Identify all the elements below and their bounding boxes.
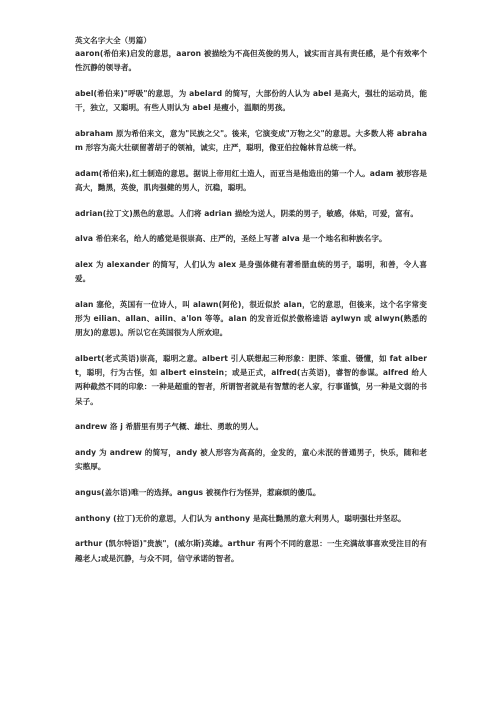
name-entry-adrian: adrian(拉丁文)黑色的意思。人们将 adrian 描绘为送人，阴柔的男子，敏感，体贴，可爱，富有。 <box>75 208 419 218</box>
name-entry-alan: alan 塞伦，英国有一位诗人，叫 alawn(阿伦)，很近似於 alan，它的意思，但後来，这个名字常变形为 eilian、allan、ailin、a'lon 等等。alan 的发音近似於傲格逵语 aylwyn 或 alwyn(熟悉的朋友)的意思)。所以它在英国很为人所欢迎。 <box>75 299 427 338</box>
document-page <box>75 35 427 577</box>
name-entry-abraham: abraham 原为希伯来文，意为"民族之父"。後来，它演变成"万物之父"的意思。大多数人将 abraham 形容为高大壮硕留著胡子的领袖，诚实，庄严，聪明，像亚伯拉翰林肯总统一样。 <box>75 128 427 153</box>
name-entry-adam: adam(希伯来),红土制造的意思。据说上帝用红土造人，而亚当是他造出的第一个人。adam 被形容是高大，黝黑，英俊，肌肉强健的男人，沉稳，聪明。 <box>75 168 427 192</box>
name-entry-anthony: anthony (拉丁)无价的意思，人们认为 anthony 是高壮黝黑的意大利男人，聪明强壮并坚忍。 <box>75 513 406 523</box>
name-entry-albert: albert(老式英语)崇高，聪明之意。albert 引人联想起三种形象：肥胖、笨重、镊懂，如 fat albert，聪明，行为古怪，如 albert einstein；或是正式，alfred(古英语)，睿智的参谋。alfred 给人两种截然不同的印象：一种是超重的智者，所谓智者就是有智慧的老人家，行事谨慎，另一种是文弱的书呆子。 <box>75 354 427 406</box>
name-entry-alva: alva 希伯来名，给人的感觉是很崇高、庄严的，圣经上写著 alva 是一个地名和种族名字。 <box>75 234 387 244</box>
name-entry-alex: alex 为 alexander 的简写，人们认为 alex 是身强体健有著希腊血统的男子，聪明，和善，令人喜爱。 <box>75 260 427 284</box>
name-entry-angus: angus(盖尔语)唯一的选择。angus 被视作行为怪异，惹麻烦的傻瓜。 <box>75 487 321 497</box>
name-entry-arthur: arthur (凯尔特语)"贵族"，(威尔斯)英雄。arthur 有两个不同的意思：一生充满故事喜欢受注目的有趣老人;或是沉静，与众不同，信守承诺的智者。 <box>75 539 427 563</box>
name-entry-andrew: andrew 洛 j 希腊里有男子气概、雄壮、勇敢的男人。 <box>75 422 264 432</box>
name-entry-abel: abel(希伯来)"呼吸"的意思，为 abelard 的简写，大部份的人认为 abel 是高大，强壮的运动员，能干，独立，又聪明。有些人则认为 abel 是瘦小，温顺的男孩。 <box>75 88 427 113</box>
name-entry-andy: andy 为 andrew 的简写，andy 被人形容为高高的，金发的，童心未泯的普通男子，快乐，随和老实憨厚。 <box>75 448 427 472</box>
page-title: 英文名字大全（男篇） <box>75 36 151 45</box>
name-entry-aaron: aaron(希伯来)启发的意思，aaron 被描绘为不高但英俊的男人，诚实而言具有责任感，是个有效率个性沉静的领导者。 <box>75 49 427 73</box>
